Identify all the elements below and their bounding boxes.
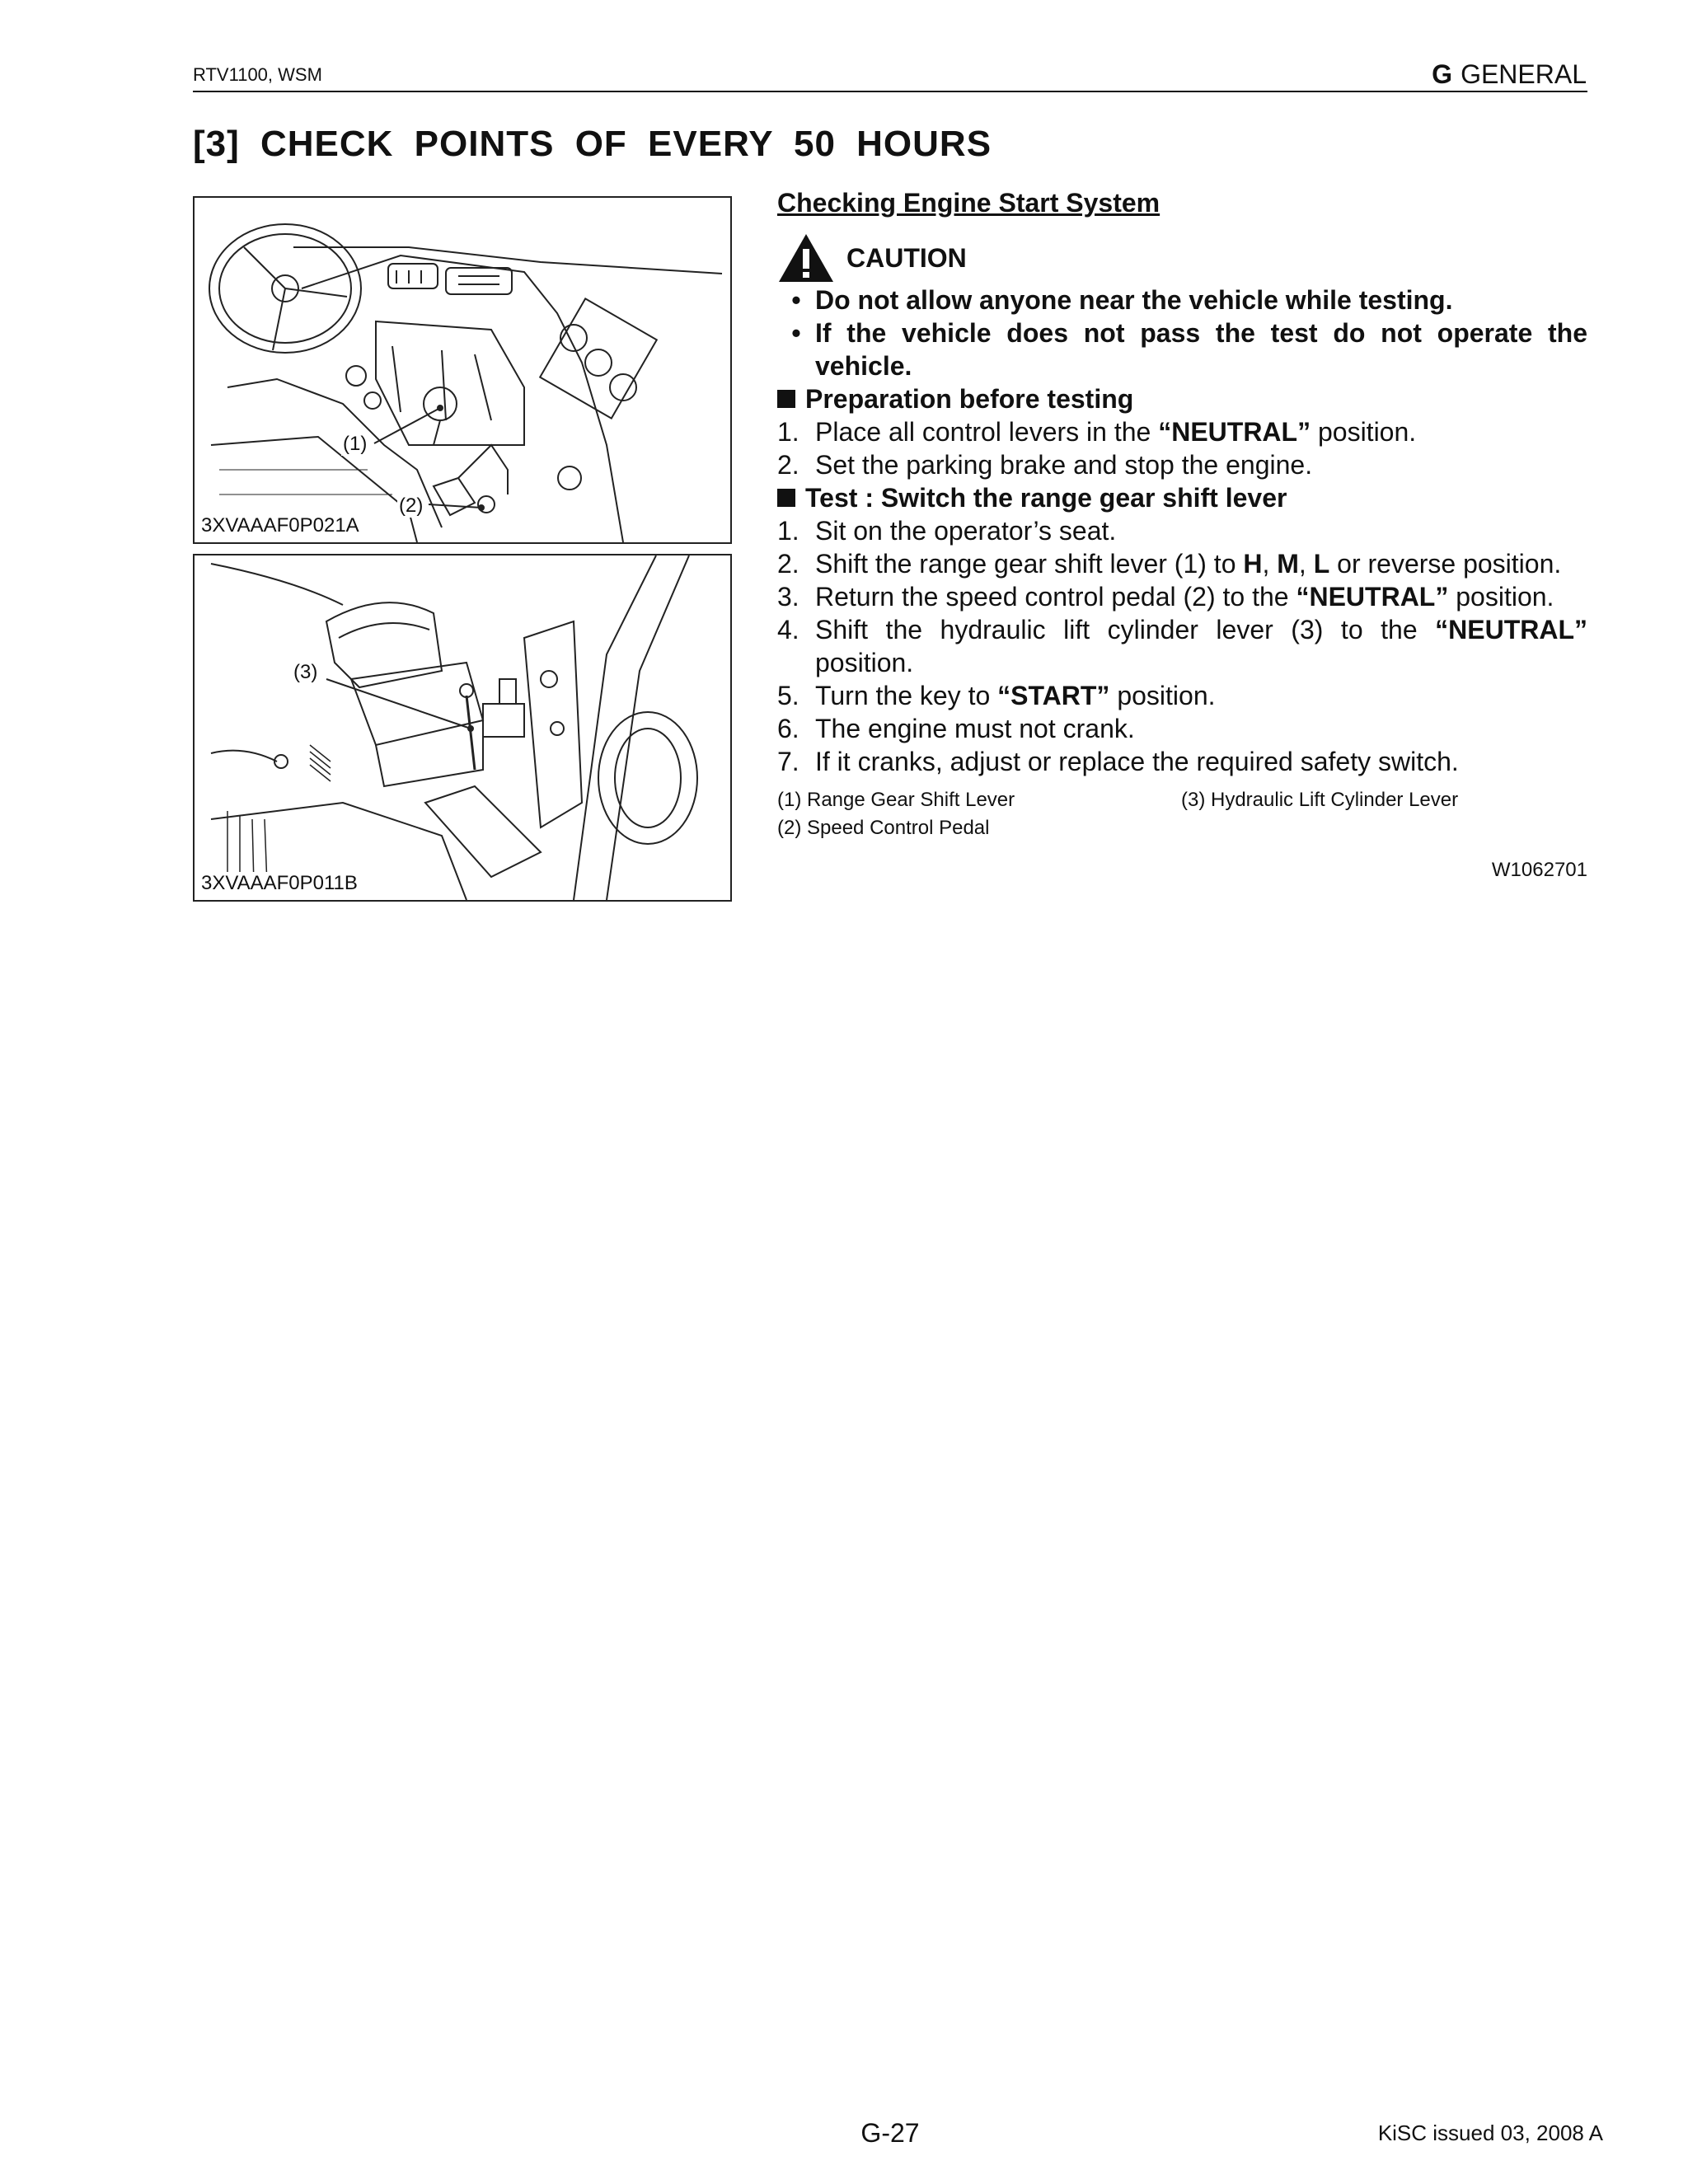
procedure-column (777, 186, 1587, 887)
dashboard-illustration (193, 196, 732, 544)
figure-code: 3XVAAAF0P021A (201, 514, 359, 537)
test-step: 7. If it cranks, adjust or replace the required safety switch. (777, 747, 1459, 776)
caution-bullet: • Do not allow anyone near the vehicle while testing. (791, 285, 1453, 315)
seat-lever-illustration (193, 554, 732, 902)
subsection-title: Checking Engine Start System (777, 188, 1160, 218)
legend-item: (2) Speed Control Pedal (777, 817, 990, 839)
issue-note: KiSC issued 03, 2008 A (1377, 2121, 1603, 2145)
test-heading: Test : Switch the range gear shift lever (777, 481, 1587, 514)
prep-step: 1. Place all control levers in the “NEUTRAL” position. (777, 417, 1417, 447)
section-name: GENERAL (1461, 59, 1587, 89)
preparation-heading: Preparation before testing (777, 382, 1587, 415)
callout-3: (3) (293, 661, 318, 683)
test-step: 2. Shift the range gear shift lever (1) to H, M, L or reverse position. (777, 549, 1562, 579)
warning-triangle-icon (777, 232, 835, 284)
callout-1: (1) (343, 433, 368, 455)
callout-2: (2) (399, 494, 424, 517)
test-step: 6. The engine must not crank. (777, 714, 1135, 743)
section-header (1401, 59, 1587, 90)
section-letter: G (1432, 59, 1453, 89)
manual-id: RTV1100, WSM (193, 64, 322, 85)
section-title: [3] CHECK POINTS OF EVERY 50 HOURS (193, 124, 992, 164)
test-step: 5. Turn the key to “START” position. (777, 681, 1216, 710)
document-code: W1062701 (1491, 859, 1587, 881)
caution-heading (777, 232, 1587, 284)
test-step: 1. Sit on the operator’s seat. (777, 516, 1117, 546)
header-rule (193, 91, 1587, 92)
parts-legend (777, 786, 1587, 842)
test-step: 4. Shift the hydraulic lift cylinder lever (3) to the “NEUTRAL” position. (777, 615, 1587, 677)
legend-item: (3) Hydraulic Lift Cylinder Lever (1181, 789, 1459, 811)
test-step: 3. Return the speed control pedal (2) to the “NEUTRAL” position. (777, 582, 1554, 612)
figure-code: 3XVAAAF0P011B (201, 872, 358, 894)
prep-step: 2. Set the parking brake and stop the engine. (777, 450, 1313, 480)
caution-label: CAUTION (846, 243, 967, 273)
caution-bullet: • If the vehicle does not pass the test do not operate the vehicle. (791, 318, 1587, 381)
page-number: G-27 (860, 2118, 920, 2148)
legend-item: (1) Range Gear Shift Lever (777, 789, 1015, 811)
